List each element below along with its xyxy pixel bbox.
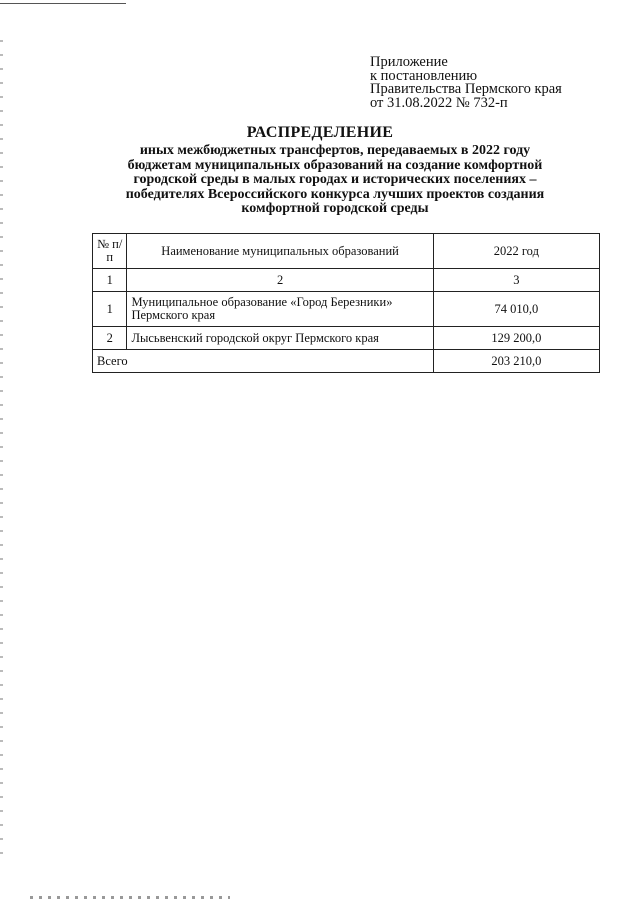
header-name: Наименование муниципальных образований: [127, 234, 433, 269]
row-num: 1: [93, 292, 127, 327]
appendix-line: Приложение: [370, 54, 448, 70]
distribution-table: [92, 233, 600, 373]
row-amount: 74 010,0: [433, 292, 599, 327]
header-year: 2022 год: [433, 234, 599, 269]
subtitle-line: комфортной городской среды: [241, 201, 429, 217]
header-num: № п/п: [93, 234, 127, 269]
appendix-line: Правительства Пермского края: [370, 81, 562, 97]
scan-footer-marks: [30, 896, 230, 899]
subtitle-line: иных межбюджетных трансфертов, передаваемых в 2022 году: [139, 143, 531, 158]
appendix-block: [370, 56, 610, 110]
subtitle-line: бюджетам муниципальных образований на создание комфортной: [127, 157, 543, 173]
top-scan-rule: [0, 3, 126, 4]
subtitle-line: городской среды в малых городах и исторических поселениях –: [133, 172, 537, 188]
index-cell: 1: [93, 269, 127, 292]
document-subtitle: [90, 144, 580, 217]
total-label: Всего: [93, 350, 434, 373]
table-index-row: [93, 269, 600, 292]
subtitle-line: победителях Всероссийского конкурса лучших проектов создания: [125, 186, 545, 202]
index-cell: 3: [433, 269, 599, 292]
appendix-line: от 31.08.2022 № 732-п: [370, 94, 508, 111]
appendix-line: к постановлению: [370, 67, 478, 84]
row-num: 2: [93, 327, 127, 350]
table-row: [93, 292, 600, 327]
row-amount: 129 200,0: [433, 327, 599, 350]
table-header-row: [93, 234, 600, 269]
total-amount: 203 210,0: [433, 350, 599, 373]
index-cell: 2: [127, 269, 433, 292]
table-row: [93, 327, 600, 350]
scan-edge-marks: [0, 40, 3, 860]
table-total-row: [93, 350, 600, 373]
document-title: РАСПРЕДЕЛЕНИЕ: [246, 124, 394, 141]
row-name: Муниципальное образование «Город Березники» Пермского края: [127, 292, 433, 327]
row-name: Лысьвенский городской округ Пермского края: [127, 327, 433, 350]
